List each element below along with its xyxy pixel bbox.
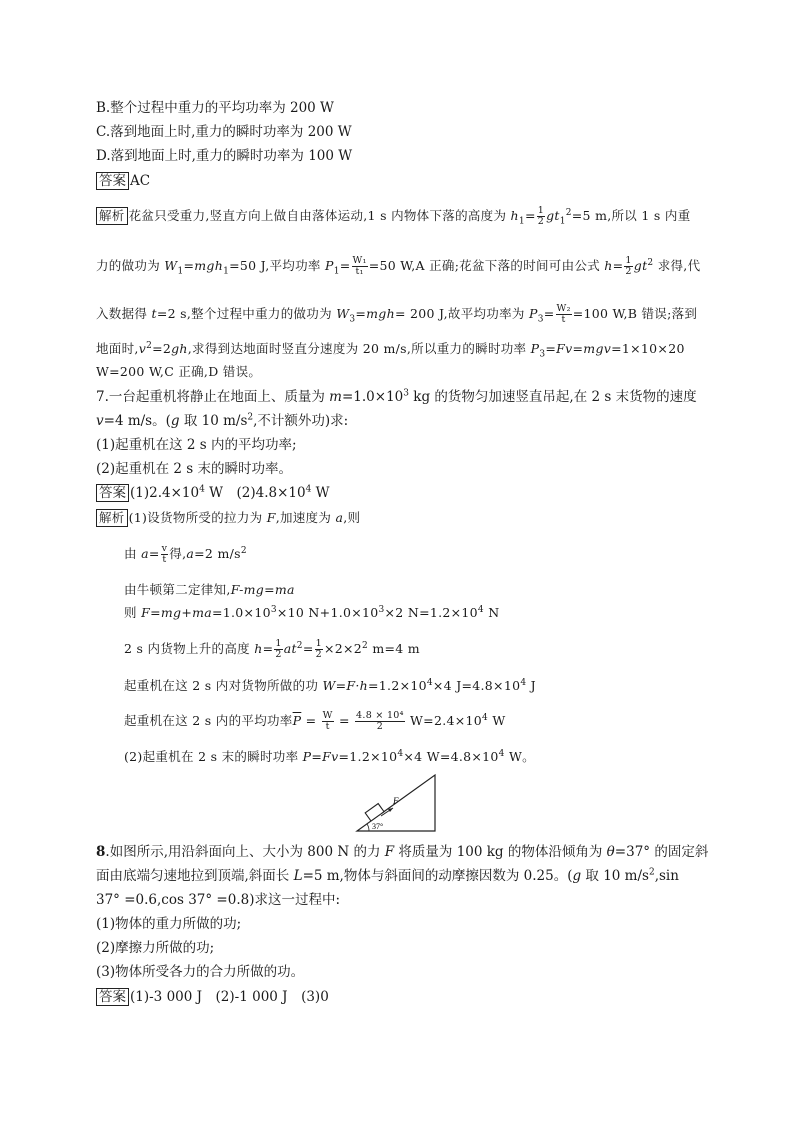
sup: 2 [648, 867, 655, 878]
var: m [329, 389, 342, 405]
angle-label: 37° [372, 822, 384, 831]
var: v [96, 413, 104, 429]
q7-answer-line [96, 483, 329, 503]
q8-stem-line-2 [96, 866, 679, 886]
sup: 2 [240, 545, 247, 556]
text: W [311, 485, 330, 501]
text: = [545, 341, 557, 356]
q7-analysis-line-6 [124, 676, 536, 696]
text: W (2)4.8×10 [204, 485, 306, 501]
text: ×2 N=1.2×10 [384, 605, 478, 620]
text: =1.2×10 [368, 678, 427, 693]
var: at [283, 641, 297, 656]
text: ×4 W=4.8×10 [403, 749, 499, 764]
var: a [186, 546, 195, 561]
var: g [170, 413, 180, 429]
text: ×4 J=4.8×10 [432, 678, 521, 693]
var: mgv [583, 341, 612, 356]
text: =5 m,物体与斜面间的动摩擦因数为 0.25。( [302, 868, 573, 884]
text: ×10 N+1.0×10 [276, 605, 379, 620]
var: t [151, 306, 157, 321]
var: P [528, 306, 538, 321]
text: 由牛顿第二定律知, [124, 582, 231, 597]
text: ,sin [654, 868, 679, 884]
text: 起重机在这 2 s 内的平均功率 [124, 713, 293, 728]
q8-answer-line [96, 987, 329, 1007]
q7-analysis-line-5 [124, 639, 420, 660]
text: m=4 m [368, 641, 420, 656]
denominator: t [561, 314, 566, 325]
text: = [334, 713, 355, 728]
text: kg 的货物匀加速竖直吊起,在 2 s 末货物的速度 [409, 389, 697, 405]
var: Fv [322, 749, 339, 764]
text: (1)2.4×10 [130, 485, 200, 501]
q8-part-3: (3)物体所受各力的合力所做的功。 [96, 964, 305, 980]
answer-tag: 答案 [96, 172, 129, 190]
text: = [183, 258, 195, 273]
numerator: 1 [275, 638, 282, 649]
text: 得, [169, 546, 187, 561]
text: = [572, 341, 584, 356]
text: = [543, 306, 555, 321]
text: W。 [504, 749, 535, 764]
q6-analysis-line-1 [96, 206, 691, 227]
sup: 4 [477, 604, 484, 615]
text: = [262, 641, 274, 656]
sub: 3 [349, 314, 356, 325]
sup: 4 [520, 677, 527, 688]
sub: 1 [559, 216, 566, 227]
text: =2 s,整个过程中重力的做功为 [156, 306, 337, 321]
fraction [315, 639, 323, 660]
var: P [530, 341, 540, 356]
var: ma [192, 605, 212, 620]
numerator: v [161, 543, 168, 554]
denominator: t [325, 721, 330, 732]
denominator: t [162, 554, 167, 565]
sup: 3 [270, 604, 277, 615]
fraction [537, 206, 545, 227]
text: W=2.4×10 [405, 713, 483, 728]
sup: 4 [397, 748, 404, 759]
text: = [524, 208, 536, 223]
q7-part-2: (2)起重机在 2 s 末的瞬时功率。 [96, 461, 293, 477]
var: L [293, 868, 303, 884]
var: W [164, 258, 178, 273]
q6-analysis-line-4 [96, 339, 685, 359]
sup: 2 [362, 640, 369, 651]
text: 求得,代 [653, 258, 701, 273]
fraction [161, 544, 169, 565]
question-number: 8 [96, 844, 106, 860]
sub: 3 [537, 314, 544, 325]
q7-analysis-line-3 [124, 580, 295, 600]
text: 面由底端匀速地拉到顶端,斜面长 [96, 868, 294, 884]
denominator: 2 [315, 649, 322, 660]
var: v [138, 341, 147, 356]
text: 取 10 m/s [581, 868, 649, 884]
q8-stem-line-1 [96, 842, 708, 862]
text: .如图所示,用沿斜面向上、大小为 800 N 的力 [105, 844, 385, 860]
var: h [604, 258, 613, 273]
q8-part-1: (1)物体的重力所做的功; [96, 916, 242, 932]
text: = [311, 749, 323, 764]
sup: 3 [378, 604, 385, 615]
text: =4 m/s。( [103, 413, 171, 429]
fraction [556, 304, 572, 325]
force-label: F [393, 796, 399, 806]
q6-analysis-line-2 [96, 256, 700, 277]
var: θ [606, 844, 615, 860]
text: = [148, 546, 160, 561]
incline-figure [355, 773, 437, 835]
text: =100 W,B 错误;落到 [572, 306, 698, 321]
sup: 4 [199, 484, 205, 495]
text: = [355, 306, 367, 321]
sup: 2 [146, 340, 153, 351]
text: + [181, 605, 193, 620]
numerator: W₂ [556, 303, 571, 314]
text: = [612, 258, 624, 273]
var: F [266, 510, 276, 525]
text: = [302, 641, 314, 656]
sup: 3 [403, 388, 409, 399]
q8-stem-line-3: 37° =0.6,cos 37° =0.8)求这一过程中: [96, 892, 341, 908]
var: W [336, 306, 350, 321]
text: =2 [152, 341, 172, 356]
denominator: 2 [275, 649, 282, 660]
var: h [254, 641, 263, 656]
sup: 4 [305, 484, 312, 495]
sup: 4 [482, 712, 489, 723]
block [365, 804, 384, 821]
numerator: 1 [315, 638, 322, 649]
text: 入数据得 [96, 306, 152, 321]
var: F·h [346, 678, 369, 693]
sub: 1 [223, 266, 230, 277]
fraction [322, 711, 334, 732]
var: g [572, 868, 582, 884]
text: =50 J,平均功率 [229, 258, 325, 273]
text: 2 s 内货物上升的高度 [124, 641, 255, 656]
sup: 4 [498, 748, 505, 759]
sup: 2 [647, 257, 654, 268]
fraction [274, 639, 282, 660]
text: =37° 的固定斜 [614, 844, 709, 860]
var: t [554, 208, 560, 223]
text: ,则 [343, 510, 361, 525]
text: 取 10 m/s [179, 413, 248, 429]
var: gt [633, 258, 648, 273]
var: mg [160, 605, 182, 620]
text: =2 m/s [194, 546, 241, 561]
text: ,不计额外功)求: [253, 413, 349, 429]
fraction [355, 711, 405, 732]
fraction [352, 256, 368, 277]
var: mgh [194, 258, 224, 273]
q7-part-1: (1)起重机在这 2 s 内的平均功率; [96, 437, 297, 453]
text: J [526, 678, 536, 693]
var: F [141, 605, 151, 620]
var: mgh [366, 306, 395, 321]
var: h [510, 208, 519, 223]
q7-stem-line-2 [96, 411, 348, 431]
sup: 4 [426, 677, 433, 688]
q6-answer: AC [130, 173, 151, 189]
numerator: W [322, 710, 333, 721]
fraction [624, 256, 632, 277]
denominator: 2 [537, 216, 545, 227]
var: P [302, 749, 312, 764]
text: ,求得到达地面时竖直分速度为 20 m/s,所以重力的瞬时功率 [187, 341, 531, 356]
var: a [141, 546, 149, 561]
text: 由 [124, 546, 142, 561]
var: Fv [556, 341, 573, 356]
q7-analysis-line-4 [124, 603, 499, 623]
var: P [324, 258, 334, 273]
angle-arc [367, 824, 369, 831]
denominator: t₁ [355, 266, 364, 277]
sup: 2 [296, 640, 303, 651]
text: 力的做功为 [96, 258, 165, 273]
q7-stem-line-1 [96, 387, 697, 407]
text: 花盆只受重力,竖直方向上做自由落体运动,1 s 内物体下落的高度为 [128, 208, 511, 223]
text: =1.2×10 [338, 749, 398, 764]
numerator: 4.8 × 10⁴ [356, 710, 404, 721]
text: 将质量为 100 kg 的物体沿倾角为 [394, 844, 607, 860]
text: N [483, 605, 500, 620]
text: = [301, 713, 321, 728]
q7-analysis-line-1 [96, 508, 360, 528]
text: 7.一台起重机将静止在地面上、质量为 [96, 389, 330, 405]
q6-answer-line [96, 171, 150, 191]
text: =1.0×10 [212, 605, 271, 620]
text: ,加速度为 [275, 510, 336, 525]
sub: 1 [333, 266, 340, 277]
text: (1)设货物所受的拉力为 [128, 510, 267, 525]
q6-analysis-line-3 [96, 304, 697, 325]
text: = [335, 678, 347, 693]
q7-analysis-line-2 [124, 544, 247, 565]
analysis-tag: 解析 [96, 509, 128, 527]
denominator: 2 [625, 266, 632, 277]
denominator: 2 [376, 721, 384, 732]
q6-analysis-line-5: W=200 W,C 正确,D 错误。 [96, 364, 262, 379]
var: a [335, 510, 344, 525]
option-d: D.落到地面上时,重力的瞬时功率为 100 W [96, 148, 353, 164]
q7-analysis-line-7 [124, 711, 505, 732]
text: =1.0×10 [341, 389, 404, 405]
analysis-tag: 解析 [96, 207, 128, 225]
q8-part-2: (2)摩擦力所做的功; [96, 940, 215, 956]
text: = 200 J,故平均功率为 [394, 306, 529, 321]
q8-answer: (1)-3 000 J (2)-1 000 J (3)0 [130, 989, 329, 1005]
text: =5 m,所以 1 s 内重 [571, 208, 691, 223]
option-b: B.整个过程中重力的平均功率为 200 W [96, 100, 334, 116]
text: 起重机在这 2 s 内对货物所做的功 [124, 678, 323, 693]
var: g [546, 208, 555, 223]
text: ×2×2 [323, 641, 363, 656]
text: =50 W,A 正确;花盆下落的时间可由公式 [368, 258, 605, 273]
q7-analysis-line-8 [124, 747, 535, 767]
text: =1×10×20 [611, 341, 685, 356]
numerator: 1 [625, 255, 632, 266]
text: 则 [124, 605, 142, 620]
sub: 1 [177, 266, 184, 277]
text: W [488, 713, 506, 728]
var: $\overline{P}$ [292, 713, 302, 728]
option-c: C.落到地面上时,重力的瞬时功率为 200 W [96, 124, 352, 140]
text: = [150, 605, 161, 620]
text: 地面时, [96, 341, 139, 356]
var: F-mg=ma [230, 582, 295, 597]
var: gh [171, 341, 188, 356]
numerator: 1 [537, 205, 545, 216]
answer-tag: 答案 [96, 484, 129, 502]
text: (2)起重机在 2 s 末的瞬时功率 [124, 749, 303, 764]
numerator: W₁ [352, 255, 367, 266]
sup: 2 [247, 412, 254, 423]
sub: 3 [539, 349, 546, 360]
var: W [322, 678, 336, 693]
answer-tag: 答案 [96, 988, 129, 1006]
text: = [339, 258, 351, 273]
sup: 2 [565, 207, 572, 218]
sub: 1 [518, 216, 525, 227]
var: F [384, 844, 395, 860]
